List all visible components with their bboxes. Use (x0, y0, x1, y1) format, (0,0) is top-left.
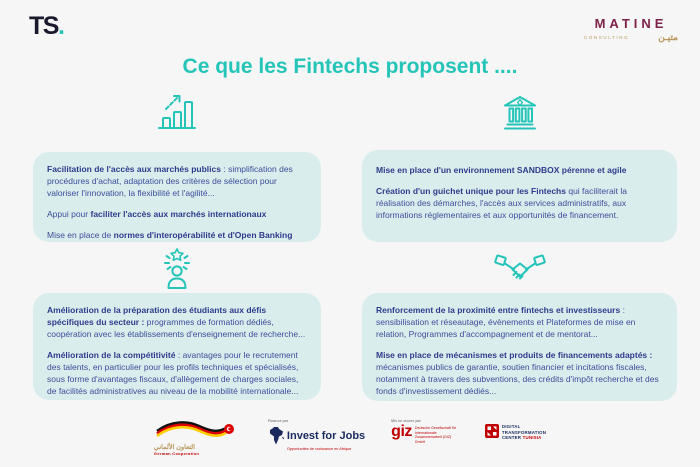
dtc-line2: TRANSFORMATION (501, 429, 547, 435)
matine-logo-name: MATINE (594, 16, 668, 31)
german-cooperation-arabic-label: التعاون الألماني (153, 444, 195, 451)
german-cooperation-logo (154, 419, 242, 456)
bar-chart-growth-icon (33, 92, 321, 132)
page-title: Ce que les Fintechs proposent .... (182, 55, 518, 78)
invest-for-jobs-logo (268, 419, 365, 451)
ts-logo-text: TS (29, 12, 58, 40)
invest-for-jobs-name: Invest for Jobs (286, 430, 366, 442)
ts-logo-dot: . (57, 12, 64, 40)
dtc-mosaic-icon (485, 424, 499, 438)
funded-by-label: Financé par (267, 419, 289, 423)
dtc-line1: DIGITAL (501, 424, 521, 429)
box-formation-competitivite: Amélioration de la préparation des étudiants aux défis spécifiques du secteur : programmes de formation dédiés, coopération avec les établissements d'enseignement de recherche... Amélioration de la compétitivité : avantages pour le recrutement des talents, en particulier pour les profils techniques et spécialisés, sous forme d'avantages fiscaux, d'allègement de charges sociales, de facilités administratives au niveau de la mobilité internationale... (33, 293, 321, 400)
handshake-icon (362, 253, 677, 287)
box-investisseurs-financement: Renforcement de la proximité entre fintechs et investisseurs : sensibilisation et réseautage, évènements et Plateformes de mise en relation, Programmes d'accompagnement et de mentorat... Mise en place de mécanismes et produits de financements adaptés : mécanismes publics de garantie, soutien financier et incitations fiscales, notamment à travers des subventions, des crédits d'impôt recherche et des fonds d'investissement dédiés... (362, 293, 677, 401)
talent-star-icon (33, 247, 321, 290)
bank-icon (362, 94, 677, 132)
giz-description: Deutsche Gesellschaft für Internationale Zusammenarbeit (GIZ) GmbH (414, 426, 457, 445)
german-cooperation-ribbon-icon (154, 419, 236, 437)
matine-logo-subrow (582, 32, 680, 43)
dtc-line3: CENTER TUNISIA (501, 435, 542, 440)
german-cooperation-latin-label: German Cooperation (153, 451, 200, 456)
giz-logo (391, 419, 459, 445)
dtc-tunisia-label: TUNISIA (522, 435, 542, 440)
giz-wordmark: giz (391, 423, 412, 440)
implemented-by-label: Mis en œuvre par (391, 419, 421, 423)
invest-for-jobs-tagline: Opportunités de croissance en Afrique (286, 447, 352, 451)
matine-consulting-label: CONSULTING (584, 35, 630, 40)
box-sandbox-guichet: Mise en place d'un environnement SANDBOX pérenne et agile Création d'un guichet unique pour les Fintechs qui faciliterait la réalisation des démarches, l'accès aux services administratifs, aux informations réglementaires et aux opportunités de financement. (362, 150, 677, 242)
box-marches-publics: Facilitation de l'accès aux marchés publics : simplification des procédures d'achat, adaptation des critères de sélection pour valoriser l'innovation, la flexibilité et l'agilité... Appui pour faciliter l'accès aux marchés internationaux Mise en place de normes d'interopérabilité et d'Open Banking (33, 152, 321, 242)
digital-transformation-center-logo (485, 419, 546, 441)
africa-map-icon (268, 426, 284, 446)
dtc-label (502, 424, 546, 441)
matine-arabic-label: متيـن (658, 32, 678, 42)
ts-logo (29, 12, 63, 41)
footer-logos (0, 419, 700, 456)
matine-logo (582, 16, 680, 43)
